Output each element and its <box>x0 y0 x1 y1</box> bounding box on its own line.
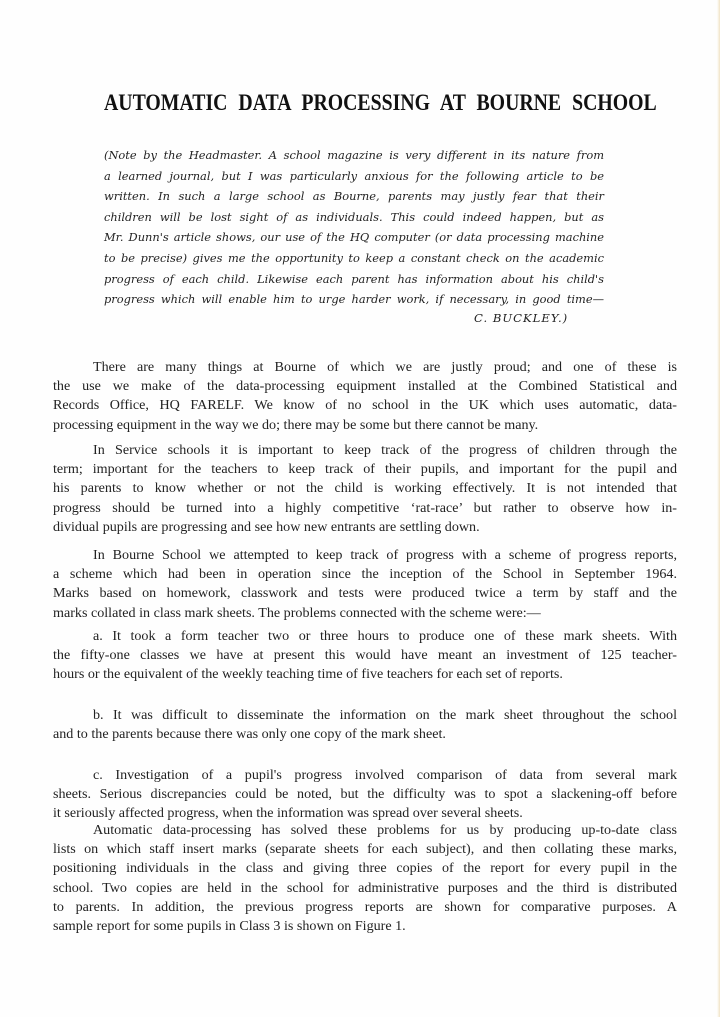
text-line: sheets. Serious discrepancies could be noted, but the difficulty was to spot a slackening-off before <box>53 786 677 803</box>
text-line: dividual pupils are progressing and see how new entrants are settling down. <box>53 518 480 535</box>
text-line: Records Office, HQ FARELF. We know of no school in the UK which uses automatic, data- <box>53 397 677 414</box>
text-line: the fifty-one classes we have at present this would have meant an investment of 125 teacher- <box>53 647 677 664</box>
text-line: school. Two copies are held in the school for administrative purposes and the third is distributed <box>53 879 677 896</box>
text-line: processing equipment in the way we do; there may be some but there cannot be many. <box>53 416 539 433</box>
text-line: to parents. In addition, the previous progress reports are shown for comparative purposes. A <box>53 898 677 915</box>
paragraph-intro <box>53 358 677 435</box>
text-line: his parents to know whether or not the child is working effectively. It is not intended that <box>53 480 677 497</box>
note-line: (Note by the Headmaster. A school magazine is very different in its nature from <box>104 148 604 162</box>
note-line: progress which will enable him to urge harder work, if necessary, in good time— <box>104 292 604 307</box>
note-line: Mr. Dunn's article shows, our use of the HQ computer (or data processing machine <box>104 230 604 245</box>
note-line: to be precise) gives me the opportunity to keep a constant check on the academic <box>104 250 604 265</box>
text-line: There are many things at Bourne of which we are justly proud; and one of these is <box>93 359 677 375</box>
text-line: hours or the equivalent of the weekly teaching time of five teachers for each set of reports. <box>53 666 563 683</box>
problem-a <box>53 627 677 685</box>
note-line: a learned journal, but I was particularly anxious for the following article to be <box>104 168 604 183</box>
problem-b <box>53 706 677 744</box>
text-line: term; important for the teachers to keep track of their pupils, and important for the pupil and <box>53 461 677 478</box>
problem-c <box>53 766 677 824</box>
text-line: progress should be turned into a highly competitive ‘rat-race’ but rather to observe how in- <box>53 499 677 516</box>
note-line: written. In such a large school as Bourne, parents may justly fear that their <box>104 189 604 204</box>
text-line: a. It took a form teacher two or three hours to produce one of these mark sheets. With <box>93 628 677 644</box>
article-title: AUTOMATIC DATA PROCESSING AT BOURNE SCHOOL <box>104 90 657 115</box>
text-line: sample report for some pupils in Class 3 is shown on Figure 1. <box>53 918 406 935</box>
text-line: positioning individuals in the class and giving three copies of the report for every pupil in the <box>53 860 677 877</box>
text-line: c. Investigation of a pupil's progress involved comparison of data from several mark <box>93 767 677 783</box>
paragraph-progress-reports <box>53 546 677 623</box>
text-line: b. It was difficult to disseminate the information on the mark sheet throughout the school <box>93 707 677 723</box>
text-line: In Bourne School we attempted to keep track of progress with a scheme of progress reports, <box>93 547 677 563</box>
text-line: In Service schools it is important to keep track of the progress of children through the <box>93 442 677 458</box>
text-line: marks collated in class mark sheets. The problems connected with the scheme were:— <box>53 604 541 621</box>
text-line: a scheme which had been in operation since the inception of the School in September 1964. <box>53 566 677 583</box>
text-line: it seriously affected progress, when the information was spread over several sheets. <box>53 805 523 822</box>
text-line: lists on which staff insert marks (separate sheets for each subject), and then collating these marks, <box>53 841 677 858</box>
note-signature: C. BUCKLEY.) <box>474 311 569 325</box>
note-line: progress of each child. Likewise each parent has information about his child's <box>104 271 604 286</box>
text-line: Marks based on homework, classwork and tests were produced twice a term by staff and the <box>53 585 677 602</box>
note-line: children will be lost sight of as individuals. This could indeed happen, but as <box>104 209 604 224</box>
paragraph-automatic-processing <box>53 821 677 936</box>
text-line: the use we make of the data-processing equipment installed at the Combined Statistical and <box>53 378 677 395</box>
text-line: Automatic data-processing has solved these problems for us by producing up-to-date class <box>93 822 677 838</box>
text-line: and to the parents because there was only one copy of the mark sheet. <box>53 726 446 743</box>
headmaster-note <box>104 145 604 310</box>
paragraph-service-schools <box>53 441 677 537</box>
